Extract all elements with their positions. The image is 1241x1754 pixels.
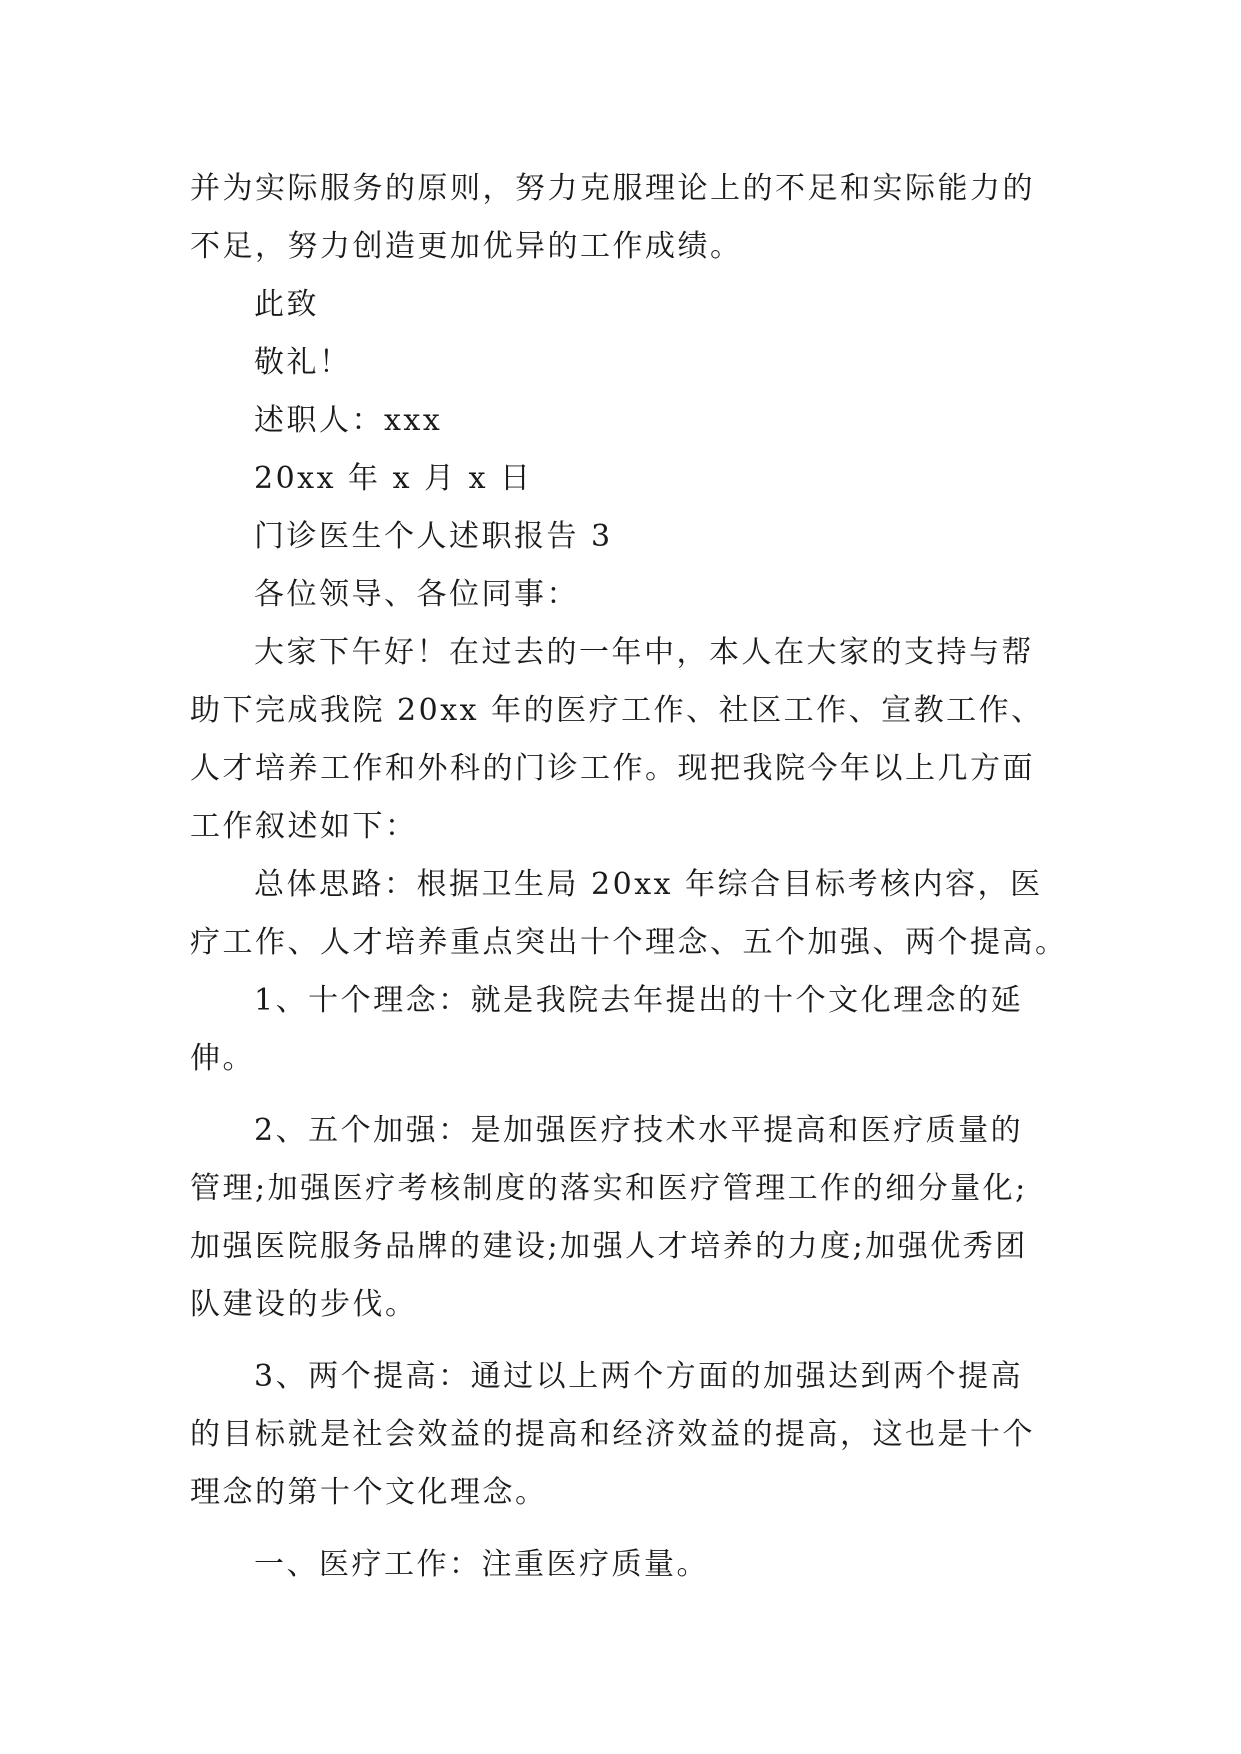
closing-salutation: 此致 — [254, 287, 319, 322]
greeting: 各位领导、各位同事： — [254, 577, 579, 612]
report-date: 20xx 年 x 月 x 日 — [254, 461, 533, 496]
document-body — [190, 160, 1070, 1594]
text-line: 并为实际服务的原则，努力克服理论上的不足和实际能力的 — [190, 171, 1035, 206]
text-line: 伸。 — [190, 1041, 255, 1076]
text-line: 1、十个理念：就是我院去年提出的十个文化理念的延 — [254, 983, 1024, 1018]
text-line: 加强医院服务品牌的建设;加强人才培养的力度;加强优秀团 — [190, 1229, 1028, 1264]
text-line: 理念的第十个文化理念。 — [190, 1475, 548, 1510]
text-line: 总体思路：根据卫生局 20xx 年综合目标考核内容，医 — [254, 867, 1043, 902]
text-line: 3、两个提高：通过以上两个方面的加强达到两个提高 — [254, 1359, 1024, 1394]
text-line: 工作叙述如下： — [190, 809, 418, 844]
text-line: 人才培养工作和外科的门诊工作。现把我院今年以上几方面 — [190, 751, 1035, 786]
text-line: 大家下午好！在过去的一年中，本人在大家的支持与帮 — [254, 635, 1034, 670]
text-line: 的目标就是社会效益的提高和经济效益的提高，这也是十个 — [190, 1417, 1035, 1452]
closing-regards: 敬礼！ — [254, 345, 352, 380]
text-line: 管理;加强医疗考核制度的落实和医疗管理工作的细分量化; — [190, 1171, 1028, 1206]
text-line: 2、五个加强：是加强医疗技术水平提高和医疗质量的 — [254, 1113, 1024, 1148]
text-line: 助下完成我院 20xx 年的医疗工作、社区工作、宣教工作、 — [190, 693, 1044, 728]
text-line: 不足，努力创造更加优异的工作成绩。 — [190, 229, 743, 264]
section-heading: 一、医疗工作：注重医疗质量。 — [254, 1547, 709, 1582]
reporter-name: 述职人：xxx — [254, 403, 443, 438]
report-title: 门诊医生个人述职报告 3 — [254, 519, 613, 554]
text-line: 队建设的步伐。 — [190, 1287, 418, 1322]
text-line: 疗工作、人才培养重点突出十个理念、五个加强、两个提高。 — [190, 925, 1068, 960]
